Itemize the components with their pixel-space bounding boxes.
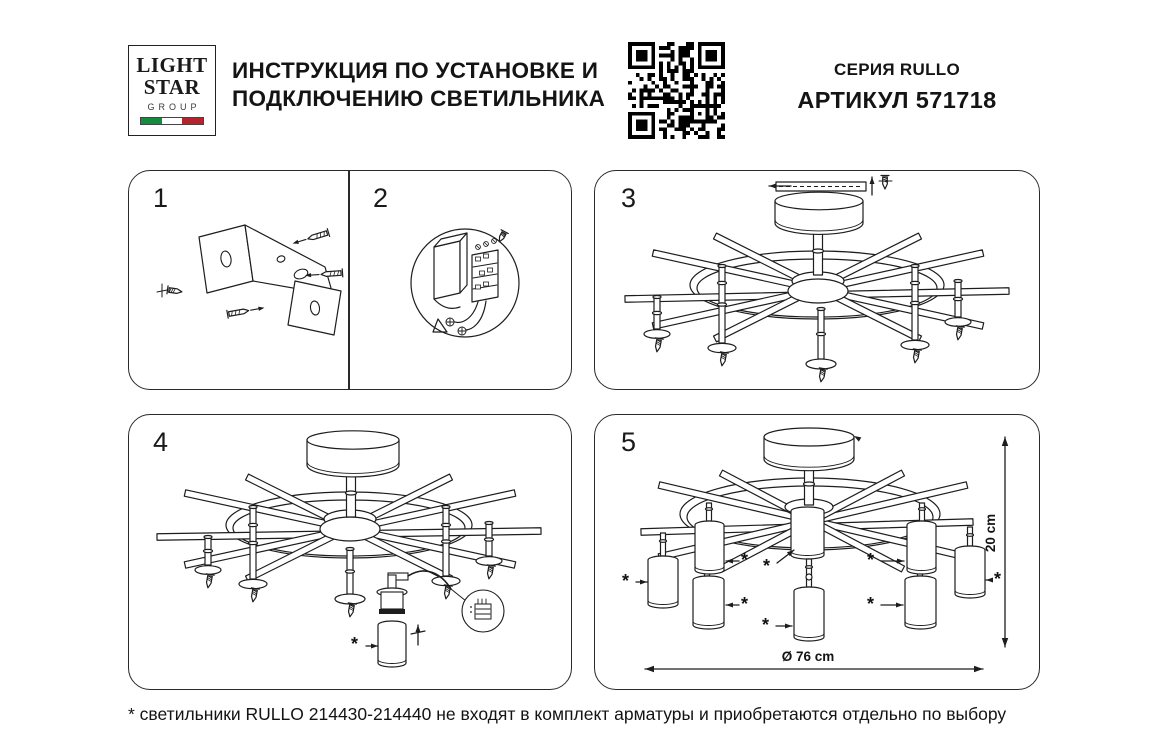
logo-text-light: LIGHT	[136, 53, 208, 77]
asterisk-marker: *	[763, 556, 771, 576]
bracket-mounting-drawing	[129, 171, 348, 388]
panel-step-3	[594, 170, 1040, 390]
title-line-2: ПОДКЛЮЧЕНИЮ СВЕТИЛЬНИКА	[232, 86, 606, 112]
frame-assembly-drawing	[595, 171, 1038, 388]
logo-text-star: STAR	[143, 75, 201, 99]
flag-segment-green	[141, 118, 162, 124]
flag-segment-red	[182, 118, 203, 124]
lightstar-logo	[128, 45, 216, 136]
step-3-number: 3	[621, 183, 637, 213]
asterisk-marker: *	[867, 594, 875, 614]
step-5-number: 5	[621, 427, 637, 457]
asterisk-marker: *	[867, 550, 875, 570]
asterisk-marker: *	[741, 594, 749, 614]
step-4-number: 4	[153, 427, 169, 457]
diameter-dimension-label: Ø 76 cm	[781, 649, 835, 664]
panel-step-4	[128, 414, 572, 690]
asterisk-marker: *	[741, 550, 749, 570]
asterisk-marker: *	[762, 615, 770, 635]
finished-fixture-drawing	[595, 415, 1038, 688]
height-dimension-label: 20 cm	[983, 513, 998, 553]
asterisk-marker: *	[351, 634, 359, 654]
series-label: СЕРИЯ RULLO	[834, 60, 960, 79]
series-article-block	[797, 60, 997, 114]
page-title	[232, 57, 622, 113]
flag-segment-white	[162, 118, 183, 124]
wiring-connection-drawing	[350, 171, 570, 388]
panel-step-5	[594, 414, 1040, 690]
italian-flag-bar	[140, 117, 204, 125]
shade-wiring-drawing	[129, 415, 570, 688]
logo-text-group: GROUP	[147, 102, 201, 112]
qr-code	[628, 42, 725, 139]
article-label: АРТИКУЛ 571718	[797, 87, 997, 113]
panel-steps-1-2	[128, 170, 572, 390]
title-line-1: ИНСТРУКЦИЯ ПО УСТАНОВКЕ И	[232, 58, 599, 83]
step-2-number: 2	[373, 183, 389, 213]
asterisk-marker: *	[622, 571, 630, 591]
asterisk-marker: *	[994, 569, 1002, 589]
step-1-number: 1	[153, 183, 169, 213]
footnote: * светильники RULLO 214430-214440 не входят в комплект арматуры и приобретаются отдельно по выбору	[128, 704, 1007, 724]
